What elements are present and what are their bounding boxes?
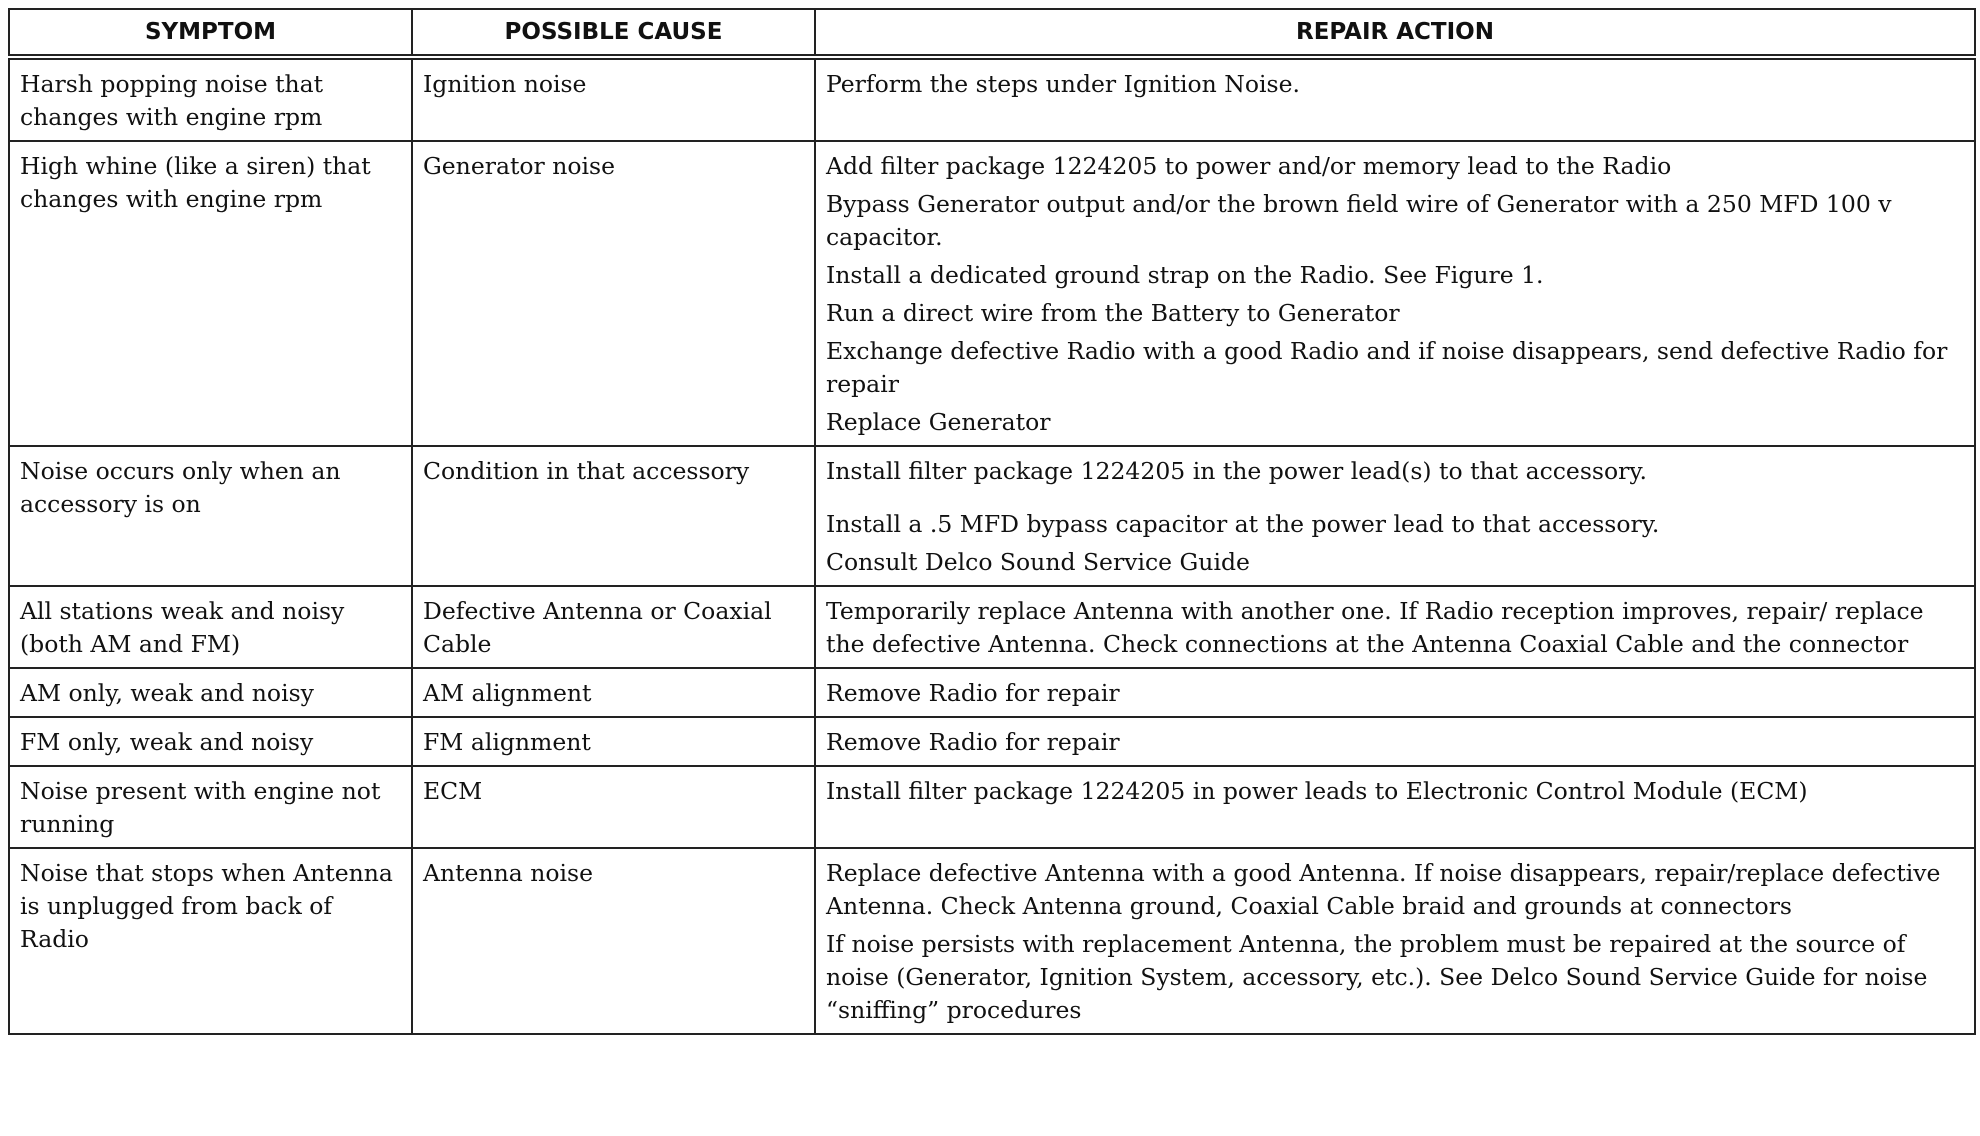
repair-action-cell xyxy=(815,57,1975,141)
repair-step: Install filter package 1224205 in the power lead(s) to that accessory. xyxy=(826,457,1647,485)
repair-step: Replace Generator xyxy=(826,408,1051,436)
table-row xyxy=(9,57,1975,141)
cause-cell: Condition in that accessory xyxy=(412,446,815,586)
repair-action-cell xyxy=(815,766,1975,848)
cause-cell: Antenna noise xyxy=(412,848,815,1034)
troubleshooting-table xyxy=(8,8,1976,1035)
repair-action-cell xyxy=(815,717,1975,766)
repair-action-cell xyxy=(815,848,1975,1034)
table-row xyxy=(9,717,1975,766)
repair-action-column-header: REPAIR ACTION xyxy=(815,9,1975,57)
repair-step: Replace defective Antenna with a good Antenna. If noise disappears, repair/replace defective Antenna. Check Antenna ground, Coaxial Cable braid and grounds at connectors xyxy=(826,859,1941,920)
cause-cell: Ignition noise xyxy=(412,57,815,141)
repair-step: Consult Delco Sound Service Guide xyxy=(826,548,1250,576)
repair-step: If noise persists with replacement Antenna, the problem must be repaired at the source of noise (Generator, Ignition System, accessory, etc.). See Delco Sound Service Guide for noise “sniffing” procedures xyxy=(826,930,1928,1024)
table-row xyxy=(9,848,1975,1034)
table-row xyxy=(9,668,1975,717)
repair-step: Temporarily replace Antenna with another one. If Radio reception improves, repair/ replace the defective Antenna. Check connections at the Antenna Coaxial Cable and the connector xyxy=(826,597,1924,658)
cause-cell: AM alignment xyxy=(412,668,815,717)
cause-cell: FM alignment xyxy=(412,717,815,766)
possible-cause-column-header: POSSIBLE CAUSE xyxy=(412,9,815,57)
troubleshooting-document xyxy=(8,8,1974,1035)
repair-step: Remove Radio for repair xyxy=(826,679,1120,707)
table-row xyxy=(9,586,1975,668)
repair-step: Run a direct wire from the Battery to Generator xyxy=(826,299,1400,327)
table-row xyxy=(9,766,1975,848)
cause-cell: ECM xyxy=(412,766,815,848)
repair-step: Bypass Generator output and/or the brown field wire of Generator with a 250 MFD 100 v capacitor. xyxy=(826,190,1892,251)
symptom-cell: Harsh popping noise that changes with engine rpm xyxy=(9,57,412,141)
symptom-cell: AM only, weak and noisy xyxy=(9,668,412,717)
repair-step: Install a .5 MFD bypass capacitor at the power lead to that accessory. xyxy=(826,510,1660,538)
symptom-cell: All stations weak and noisy (both AM and FM) xyxy=(9,586,412,668)
repair-action-cell xyxy=(815,446,1975,586)
table-row xyxy=(9,446,1975,586)
repair-step: Install a dedicated ground strap on the Radio. See Figure 1. xyxy=(826,261,1544,289)
symptom-cell: Noise present with engine not running xyxy=(9,766,412,848)
repair-step: Add filter package 1224205 to power and/or memory lead to the Radio xyxy=(826,152,1672,180)
repair-action-cell xyxy=(815,586,1975,668)
table-header-row xyxy=(9,9,1975,57)
symptom-cell: Noise that stops when Antenna is unplugged from back of Radio xyxy=(9,848,412,1034)
symptom-cell: FM only, weak and noisy xyxy=(9,717,412,766)
symptom-cell: Noise occurs only when an accessory is on xyxy=(9,446,412,586)
repair-step: Exchange defective Radio with a good Radio and if noise disappears, send defective Radio for repair xyxy=(826,337,1948,398)
cause-cell: Generator noise xyxy=(412,141,815,446)
symptom-cell: High whine (like a siren) that changes with engine rpm xyxy=(9,141,412,446)
repair-step: Install filter package 1224205 in power leads to Electronic Control Module (ECM) xyxy=(826,777,1808,805)
repair-action-cell xyxy=(815,141,1975,446)
symptom-column-header: SYMPTOM xyxy=(9,9,412,57)
repair-action-cell xyxy=(815,668,1975,717)
repair-step: Remove Radio for repair xyxy=(826,728,1120,756)
table-row xyxy=(9,141,1975,446)
repair-step: Perform the steps under Ignition Noise. xyxy=(826,70,1300,98)
cause-cell: Defective Antenna or Coaxial Cable xyxy=(412,586,815,668)
